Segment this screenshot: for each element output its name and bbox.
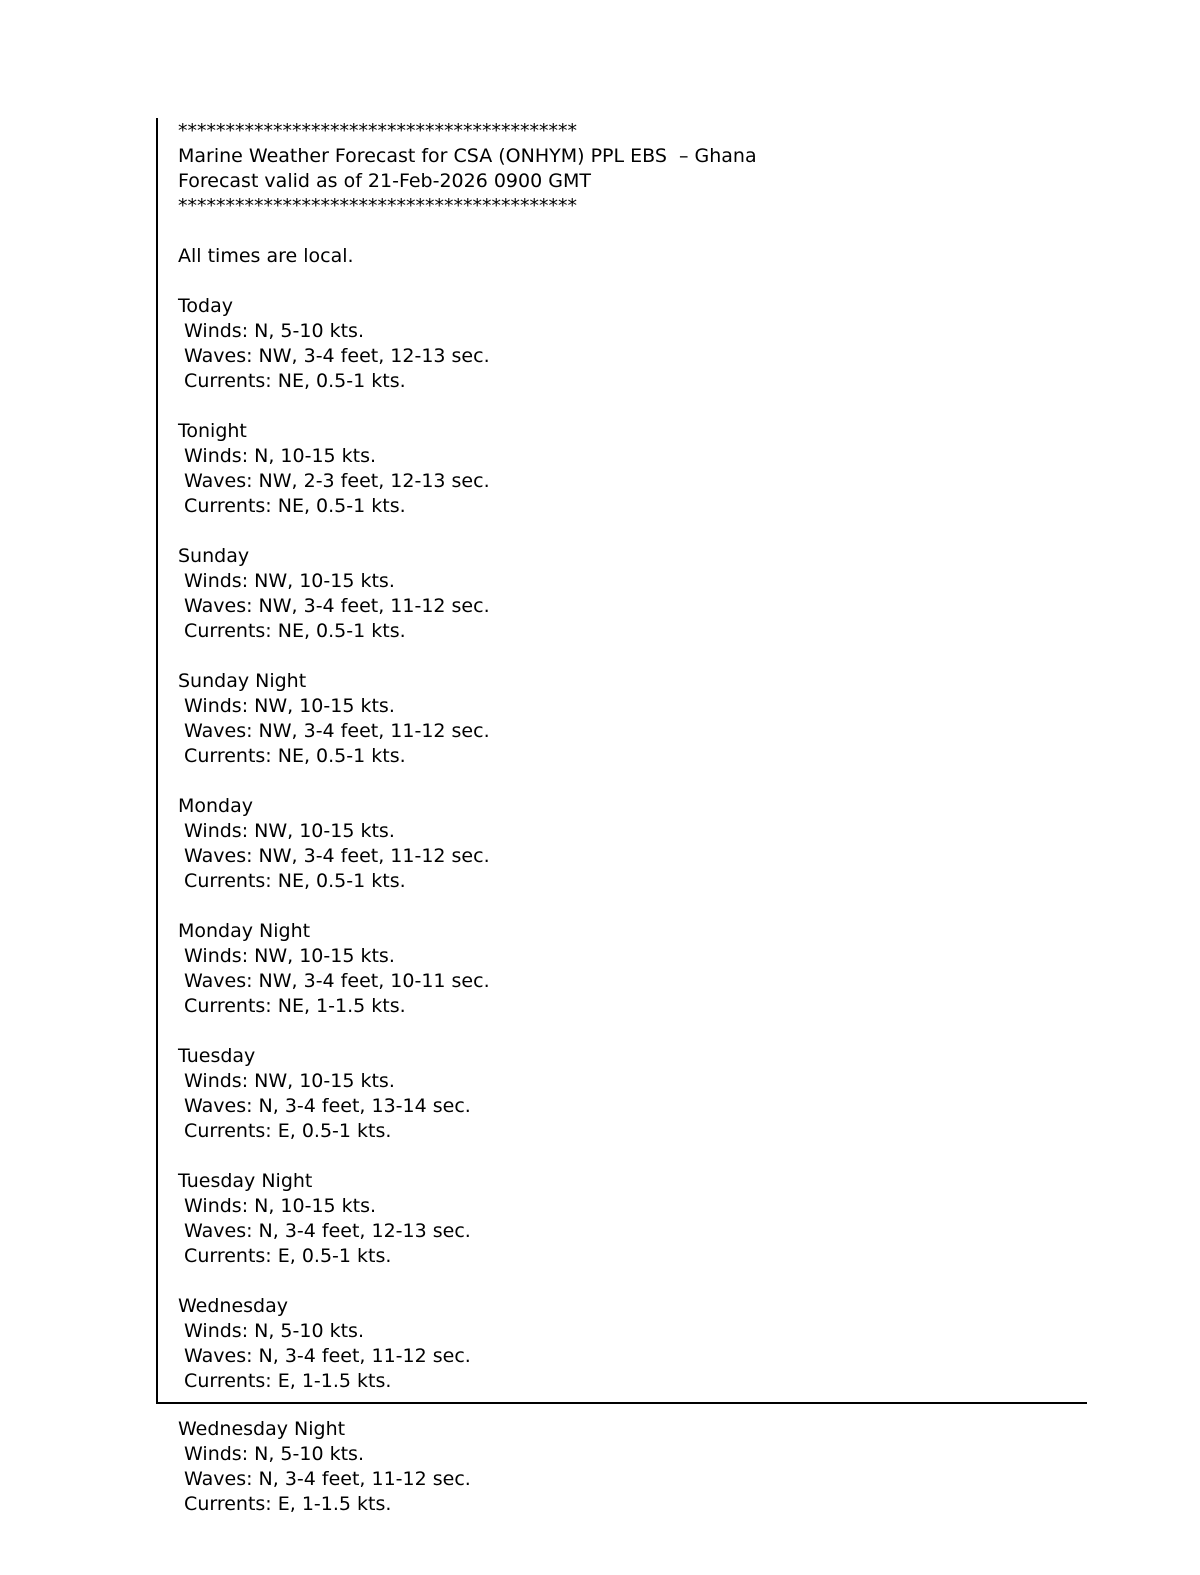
section-heading: Sunday <box>178 545 250 567</box>
forecast-line: Waves: NW, 3-4 feet, 10-11 sec. <box>178 970 490 992</box>
forecast-line: Currents: E, 1-1.5 kts. <box>178 1493 392 1515</box>
forecast-line: Winds: NW, 10-15 kts. <box>178 945 395 967</box>
forecast-line: Currents: NE, 0.5-1 kts. <box>178 370 406 392</box>
forecast-line: Winds: N, 5-10 kts. <box>178 1443 364 1465</box>
section-heading: Tonight <box>178 420 247 442</box>
forecast-section <box>178 1044 1087 1144</box>
forecast-section <box>178 1294 1087 1394</box>
forecast-line: Winds: N, 5-10 kts. <box>178 320 364 342</box>
section-heading: Tuesday <box>178 1045 256 1067</box>
forecast-line: Winds: N, 5-10 kts. <box>178 1320 364 1342</box>
forecast-line: Currents: E, 0.5-1 kts. <box>178 1245 392 1267</box>
section-heading: Sunday Night <box>178 670 307 692</box>
forecast-line: Currents: NE, 0.5-1 kts. <box>178 870 406 892</box>
forecast-line: Currents: E, 1-1.5 kts. <box>178 1370 392 1392</box>
forecast-line: Waves: N, 3-4 feet, 12-13 sec. <box>178 1220 471 1242</box>
forecast-section <box>178 419 1087 519</box>
forecast-line: Waves: N, 3-4 feet, 13-14 sec. <box>178 1095 471 1117</box>
forecast-sections <box>178 294 1087 1394</box>
separator-line: ****************************************** <box>178 195 577 217</box>
forecast-line: Winds: N, 10-15 kts. <box>178 1195 377 1217</box>
forecast-line: Currents: NE, 0.5-1 kts. <box>178 620 406 642</box>
forecast-section <box>178 1417 471 1517</box>
section-heading: Monday <box>178 795 254 817</box>
section-heading: Tuesday Night <box>178 1170 313 1192</box>
section-heading: Monday Night <box>178 920 311 942</box>
forecast-line: Waves: N, 3-4 feet, 11-12 sec. <box>178 1345 471 1367</box>
forecast-line: Waves: NW, 2-3 feet, 12-13 sec. <box>178 470 490 492</box>
forecast-line: Waves: NW, 3-4 feet, 12-13 sec. <box>178 345 490 367</box>
section-heading: Wednesday Night <box>178 1418 346 1440</box>
forecast-line: Winds: NW, 10-15 kts. <box>178 570 395 592</box>
forecast-line: Waves: N, 3-4 feet, 11-12 sec. <box>178 1468 471 1490</box>
forecast-section <box>178 669 1087 769</box>
forecast-line: Currents: NE, 1-1.5 kts. <box>178 995 406 1017</box>
forecast-line: Winds: NW, 10-15 kts. <box>178 695 395 717</box>
forecast-section <box>178 294 1087 394</box>
forecast-line: Winds: NW, 10-15 kts. <box>178 820 395 842</box>
forecast-line: Currents: NE, 0.5-1 kts. <box>178 495 406 517</box>
forecast-line: Waves: NW, 3-4 feet, 11-12 sec. <box>178 720 490 742</box>
forecast-section <box>178 544 1087 644</box>
times-note: All times are local. <box>178 245 354 267</box>
forecast-section <box>178 794 1087 894</box>
forecast-line: Waves: NW, 3-4 feet, 11-12 sec. <box>178 845 490 867</box>
forecast-line: Winds: N, 10-15 kts. <box>178 445 377 467</box>
document-title: Marine Weather Forecast for CSA (ONHYM) PPL EBS – Ghana <box>178 145 757 167</box>
forecast-frame <box>156 118 1087 1404</box>
section-heading: Wednesday <box>178 1295 289 1317</box>
forecast-line: Winds: NW, 10-15 kts. <box>178 1070 395 1092</box>
forecast-section <box>178 1169 1087 1269</box>
forecast-sections-below-rule <box>178 1417 471 1517</box>
forecast-valid-line: Forecast valid as of 21-Feb-2026 0900 GMT <box>178 170 591 192</box>
forecast-section <box>178 919 1087 1019</box>
section-heading: Today <box>178 295 233 317</box>
forecast-line: Currents: NE, 0.5-1 kts. <box>178 745 406 767</box>
forecast-line: Waves: NW, 3-4 feet, 11-12 sec. <box>178 595 490 617</box>
forecast-line: Currents: E, 0.5-1 kts. <box>178 1120 392 1142</box>
separator-line: ****************************************** <box>178 120 577 142</box>
